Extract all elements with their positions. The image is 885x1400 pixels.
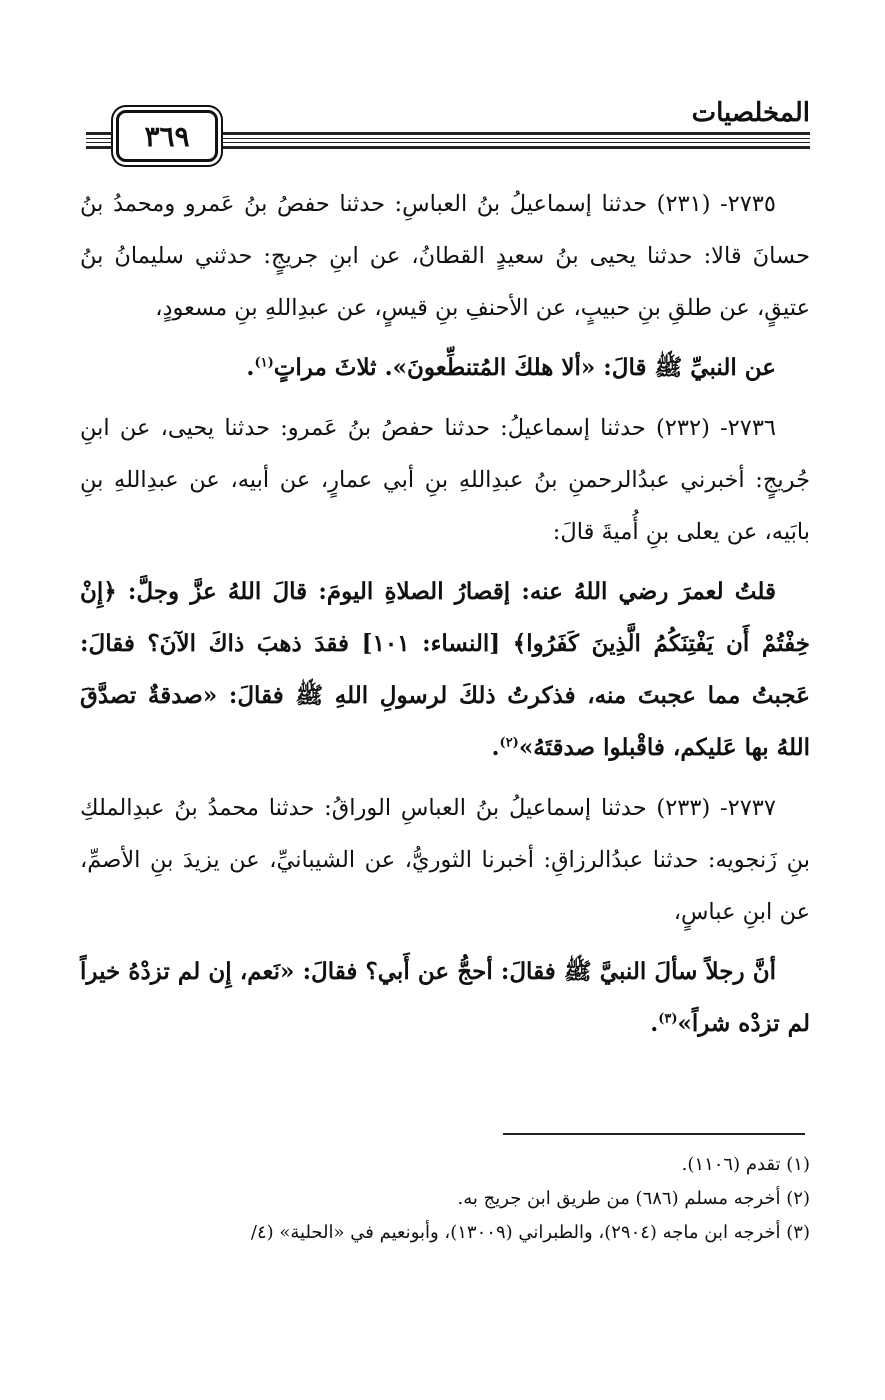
footnote: (١) تقدم (١١٠٦).	[681, 1154, 810, 1175]
hadith-matn-text: قلتُ لعمرَ رضي اللهُ عنه: إقصارُ الصلاةِ اليومَ: قالَ اللهُ عزَّ وجلَّ: ﴿إِنْ خِفْتُمْ أَن يَفْتِنَكُمُ الَّذِينَ كَفَرُوا﴾ [النساء: ١٠١] فقدَ ذهبَ ذاكَ الآنَ؟ فقالَ: عَجبتُ مما عجبتَ منه، فذكرتُ ذلكَ لرسولِ اللهِ ﷺ فقالَ: «صدقةٌ تصدَّقَ اللهُ بها عَليكم، فاقْبلوا صدقتَهُ»	[80, 578, 810, 761]
footnote-separator	[503, 1133, 805, 1135]
hadith-isnad: ٢٧٣٥- (٢٣١) حدثنا إسماعيلُ بنُ العباسِ: حدثنا حفصُ بنُ عَمرو ومحمدُ بنُ حسانَ قالا: حدثنا يحيى بنُ سعيدٍ القطانُ، عن ابنِ جريجٍ: حدثني سليمانُ بنُ عتيقٍ، عن طلقِ بنِ حبيبٍ، عن الأحنفِ بنِ قيسٍ، عن عبدِاللهِ بنِ مسعودٍ،	[80, 191, 810, 321]
page-number: ٣٦٩	[116, 110, 218, 162]
hadith-matn	[80, 342, 810, 394]
matn-end: .	[246, 354, 255, 381]
main-text	[80, 178, 810, 1058]
footnote-marker[interactable]: (٣)	[658, 1011, 678, 1027]
matn-end: .	[650, 1010, 659, 1037]
hadith-isnad: ٢٧٣٧- (٢٣٣) حدثنا إسماعيلُ بنُ العباسِ الوراقُ: حدثنا محمدُ بنُ عبدِالملكِ بنِ زَنجويه: حدثنا عبدُالرزاقِ: أخبرنا الثوريُّ، عن الشيبانيِّ، عن يزيدَ بنِ الأصمِّ، عن ابنِ عباسٍ،	[80, 795, 810, 925]
footnotes	[80, 1148, 810, 1250]
footnote: (٣) أخرجه ابن ماجه (٢٩٠٤)، والطبراني (١٣٠٠٩)، وأبونعيم في «الحلية» (٤/	[250, 1222, 810, 1243]
hadith-isnad: ٢٧٣٦- (٢٣٢) حدثنا إسماعيلُ: حدثنا حفصُ بنُ عَمرو: حدثنا يحيى، عن ابنِ جُريجٍ: أخبرني عبدُالرحمنِ بنُ عبدِاللهِ بنِ أبي عمارٍ، عن أبيه، عن عبدِاللهِ بنِ بابَيه، عن يعلى بنِ أُميةَ قالَ:	[80, 415, 810, 545]
matn-end: .	[491, 734, 500, 761]
footnote-marker[interactable]: (٢)	[499, 735, 519, 751]
running-title: المخلصيات	[691, 98, 810, 128]
hadith-matn-text: أنَّ رجلاً سألَ النبيَّ ﷺ فقالَ: أحجُّ عن أَبي؟ فقالَ: «نَعم، إِن لم تزدْهُ خيراً لم تزدْه شراً»	[80, 958, 810, 1037]
footnote-marker[interactable]: (١)	[254, 355, 274, 371]
footnote: (٢) أخرجه مسلم (٦٨٦) من طريق ابن جريج به.	[457, 1188, 810, 1209]
hadith-matn-text: عن النبيِّ ﷺ قالَ: «ألا هلكَ المُتنطِّعونَ». ثلاثَ مراتٍ	[273, 354, 776, 381]
hadith-matn	[80, 946, 810, 1050]
hadith-matn	[80, 566, 810, 774]
page-header	[86, 96, 810, 168]
